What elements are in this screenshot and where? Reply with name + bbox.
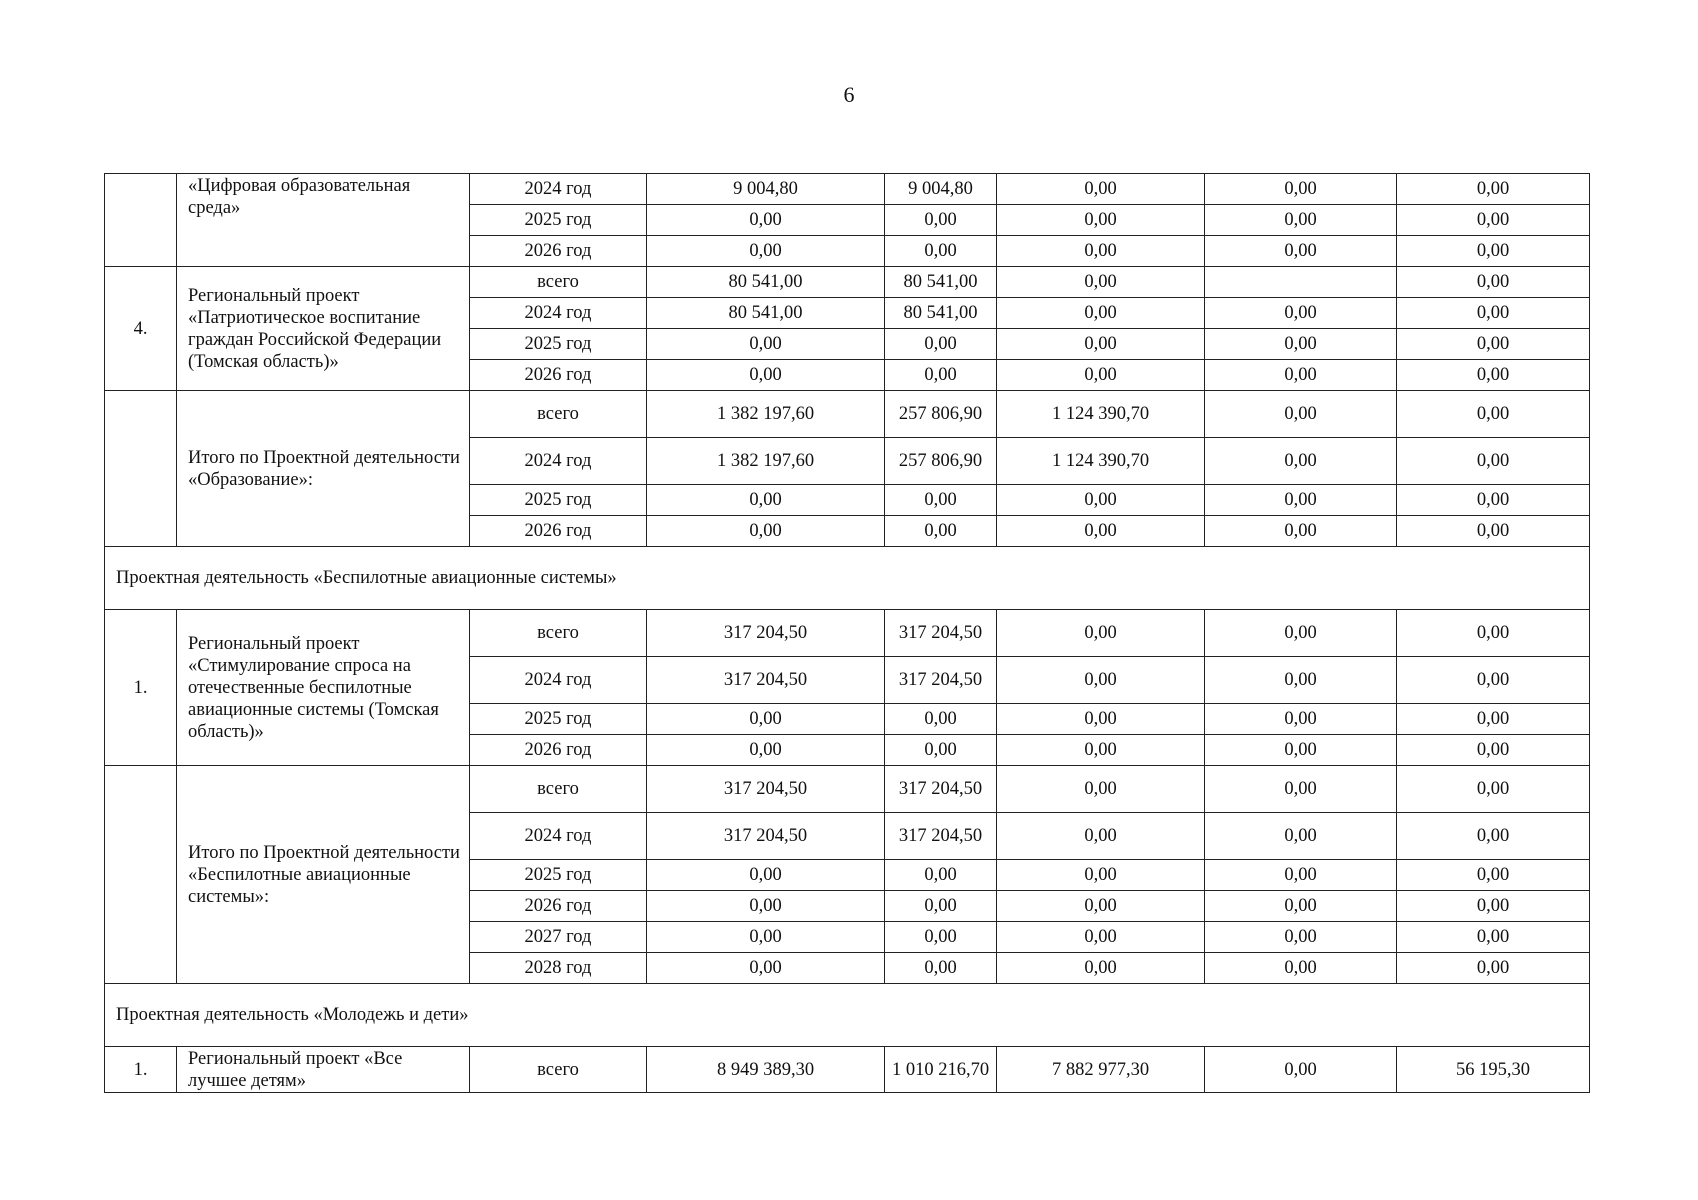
local-cell: 0,00 (1205, 298, 1397, 329)
other-cell: 0,00 (1397, 735, 1590, 766)
table-row (105, 1047, 1590, 1093)
local-cell: 0,00 (1205, 610, 1397, 657)
regional-cell: 0,00 (997, 735, 1205, 766)
section-title: Проектная деятельность «Беспилотные авиационные системы» (105, 547, 1590, 610)
total-cell: 317 204,50 (647, 813, 885, 860)
total-cell: 0,00 (647, 860, 885, 891)
period-cell: всего (470, 766, 647, 813)
local-cell: 0,00 (1205, 1047, 1397, 1093)
other-cell: 0,00 (1397, 657, 1590, 704)
other-cell: 0,00 (1397, 891, 1590, 922)
other-cell: 0,00 (1397, 329, 1590, 360)
total-cell: 0,00 (647, 704, 885, 735)
regional-cell: 1 124 390,70 (997, 391, 1205, 438)
federal-cell: 0,00 (885, 516, 997, 547)
federal-cell: 317 204,50 (885, 610, 997, 657)
table-row (105, 174, 1590, 205)
federal-cell: 317 204,50 (885, 657, 997, 704)
row-name: Итого по Проектной деятельности «Образование»: (177, 391, 470, 547)
total-cell: 9 004,80 (647, 174, 885, 205)
local-cell: 0,00 (1205, 391, 1397, 438)
local-cell: 0,00 (1205, 953, 1397, 984)
other-cell: 56 195,30 (1397, 1047, 1590, 1093)
regional-cell: 0,00 (997, 922, 1205, 953)
total-cell: 317 204,50 (647, 610, 885, 657)
federal-cell: 0,00 (885, 205, 997, 236)
other-cell: 0,00 (1397, 610, 1590, 657)
total-cell: 0,00 (647, 735, 885, 766)
period-cell: 2026 год (470, 236, 647, 267)
local-cell: 0,00 (1205, 329, 1397, 360)
other-cell: 0,00 (1397, 360, 1590, 391)
row-index (105, 391, 177, 547)
period-cell: всего (470, 610, 647, 657)
federal-cell: 0,00 (885, 329, 997, 360)
local-cell: 0,00 (1205, 860, 1397, 891)
local-cell: 0,00 (1205, 922, 1397, 953)
total-cell: 317 204,50 (647, 657, 885, 704)
period-cell: всего (470, 391, 647, 438)
other-cell: 0,00 (1397, 174, 1590, 205)
section-row (105, 547, 1590, 610)
total-cell: 0,00 (647, 891, 885, 922)
regional-cell: 0,00 (997, 174, 1205, 205)
period-cell: 2024 год (470, 438, 647, 485)
total-cell: 0,00 (647, 236, 885, 267)
table-body (105, 174, 1590, 1093)
table-row (105, 610, 1590, 657)
local-cell: 0,00 (1205, 891, 1397, 922)
federal-cell: 0,00 (885, 891, 997, 922)
period-cell: 2026 год (470, 360, 647, 391)
other-cell: 0,00 (1397, 516, 1590, 547)
local-cell: 0,00 (1205, 813, 1397, 860)
regional-cell: 0,00 (997, 516, 1205, 547)
regional-cell: 7 882 977,30 (997, 1047, 1205, 1093)
row-index: 1. (105, 610, 177, 766)
regional-cell: 0,00 (997, 329, 1205, 360)
regional-cell: 0,00 (997, 610, 1205, 657)
row-name: Итого по Проектной деятельности «Беспилотные авиационные системы»: (177, 766, 470, 984)
section-row (105, 984, 1590, 1047)
local-cell: 0,00 (1205, 516, 1397, 547)
regional-cell: 0,00 (997, 657, 1205, 704)
total-cell: 80 541,00 (647, 298, 885, 329)
local-cell: 0,00 (1205, 174, 1397, 205)
regional-cell: 0,00 (997, 205, 1205, 236)
table-row (105, 766, 1590, 813)
total-cell: 0,00 (647, 205, 885, 236)
page-number: 6 (843, 82, 855, 107)
local-cell: 0,00 (1205, 438, 1397, 485)
federal-cell: 0,00 (885, 735, 997, 766)
other-cell: 0,00 (1397, 236, 1590, 267)
total-cell: 0,00 (647, 953, 885, 984)
other-cell: 0,00 (1397, 485, 1590, 516)
other-cell: 0,00 (1397, 391, 1590, 438)
total-cell: 1 382 197,60 (647, 438, 885, 485)
total-cell: 0,00 (647, 922, 885, 953)
total-cell: 0,00 (647, 516, 885, 547)
period-cell: 2026 год (470, 516, 647, 547)
regional-cell: 0,00 (997, 267, 1205, 298)
federal-cell: 1 010 216,70 (885, 1047, 997, 1093)
regional-cell: 0,00 (997, 360, 1205, 391)
federal-cell: 80 541,00 (885, 267, 997, 298)
row-name: Региональный проект «Патриотическое воспитание граждан Российской Федерации (Томская область)» (177, 267, 470, 391)
table-row (105, 391, 1590, 438)
budget-table (104, 173, 1590, 1093)
other-cell: 0,00 (1397, 438, 1590, 485)
other-cell: 0,00 (1397, 953, 1590, 984)
federal-cell: 317 204,50 (885, 766, 997, 813)
period-cell: 2027 год (470, 922, 647, 953)
local-cell: 0,00 (1205, 360, 1397, 391)
total-cell: 0,00 (647, 485, 885, 516)
local-cell (1205, 267, 1397, 298)
other-cell: 0,00 (1397, 922, 1590, 953)
section-title: Проектная деятельность «Молодежь и дети» (105, 984, 1590, 1047)
regional-cell: 1 124 390,70 (997, 438, 1205, 485)
other-cell: 0,00 (1397, 813, 1590, 860)
total-cell: 317 204,50 (647, 766, 885, 813)
federal-cell: 257 806,90 (885, 438, 997, 485)
federal-cell: 0,00 (885, 860, 997, 891)
period-cell: 2024 год (470, 298, 647, 329)
total-cell: 8 949 389,30 (647, 1047, 885, 1093)
federal-cell: 9 004,80 (885, 174, 997, 205)
federal-cell: 0,00 (885, 922, 997, 953)
period-cell: 2026 год (470, 891, 647, 922)
regional-cell: 0,00 (997, 813, 1205, 860)
period-cell: всего (470, 1047, 647, 1093)
total-cell: 80 541,00 (647, 267, 885, 298)
row-index: 1. (105, 1047, 177, 1093)
federal-cell: 0,00 (885, 360, 997, 391)
local-cell: 0,00 (1205, 735, 1397, 766)
regional-cell: 0,00 (997, 766, 1205, 813)
federal-cell: 0,00 (885, 485, 997, 516)
period-cell: 2025 год (470, 329, 647, 360)
regional-cell: 0,00 (997, 704, 1205, 735)
period-cell: 2024 год (470, 813, 647, 860)
regional-cell: 0,00 (997, 236, 1205, 267)
regional-cell: 0,00 (997, 298, 1205, 329)
row-index (105, 766, 177, 984)
period-cell: 2024 год (470, 174, 647, 205)
regional-cell: 0,00 (997, 485, 1205, 516)
row-index (105, 174, 177, 267)
federal-cell: 0,00 (885, 953, 997, 984)
period-cell: 2026 год (470, 735, 647, 766)
period-cell: 2025 год (470, 860, 647, 891)
row-index: 4. (105, 267, 177, 391)
federal-cell: 80 541,00 (885, 298, 997, 329)
period-cell: 2025 год (470, 485, 647, 516)
local-cell: 0,00 (1205, 485, 1397, 516)
other-cell: 0,00 (1397, 205, 1590, 236)
period-cell: 2024 год (470, 657, 647, 704)
period-cell: всего (470, 267, 647, 298)
other-cell: 0,00 (1397, 704, 1590, 735)
regional-cell: 0,00 (997, 860, 1205, 891)
period-cell: 2025 год (470, 704, 647, 735)
row-name: Региональный проект «Все лучшее детям» (177, 1047, 470, 1093)
other-cell: 0,00 (1397, 298, 1590, 329)
regional-cell: 0,00 (997, 891, 1205, 922)
federal-cell: 317 204,50 (885, 813, 997, 860)
total-cell: 0,00 (647, 329, 885, 360)
local-cell: 0,00 (1205, 657, 1397, 704)
other-cell: 0,00 (1397, 860, 1590, 891)
period-cell: 2028 год (470, 953, 647, 984)
total-cell: 1 382 197,60 (647, 391, 885, 438)
regional-cell: 0,00 (997, 953, 1205, 984)
local-cell: 0,00 (1205, 205, 1397, 236)
federal-cell: 0,00 (885, 704, 997, 735)
other-cell: 0,00 (1397, 267, 1590, 298)
table-row (105, 267, 1590, 298)
other-cell: 0,00 (1397, 766, 1590, 813)
federal-cell: 0,00 (885, 236, 997, 267)
local-cell: 0,00 (1205, 236, 1397, 267)
period-cell: 2025 год (470, 205, 647, 236)
row-name: Региональный проект «Стимулирование спроса на отечественные беспилотные авиационные системы (Томская область)» (177, 610, 470, 766)
total-cell: 0,00 (647, 360, 885, 391)
federal-cell: 257 806,90 (885, 391, 997, 438)
local-cell: 0,00 (1205, 766, 1397, 813)
row-name: «Цифровая образовательная среда» (177, 174, 470, 267)
local-cell: 0,00 (1205, 704, 1397, 735)
